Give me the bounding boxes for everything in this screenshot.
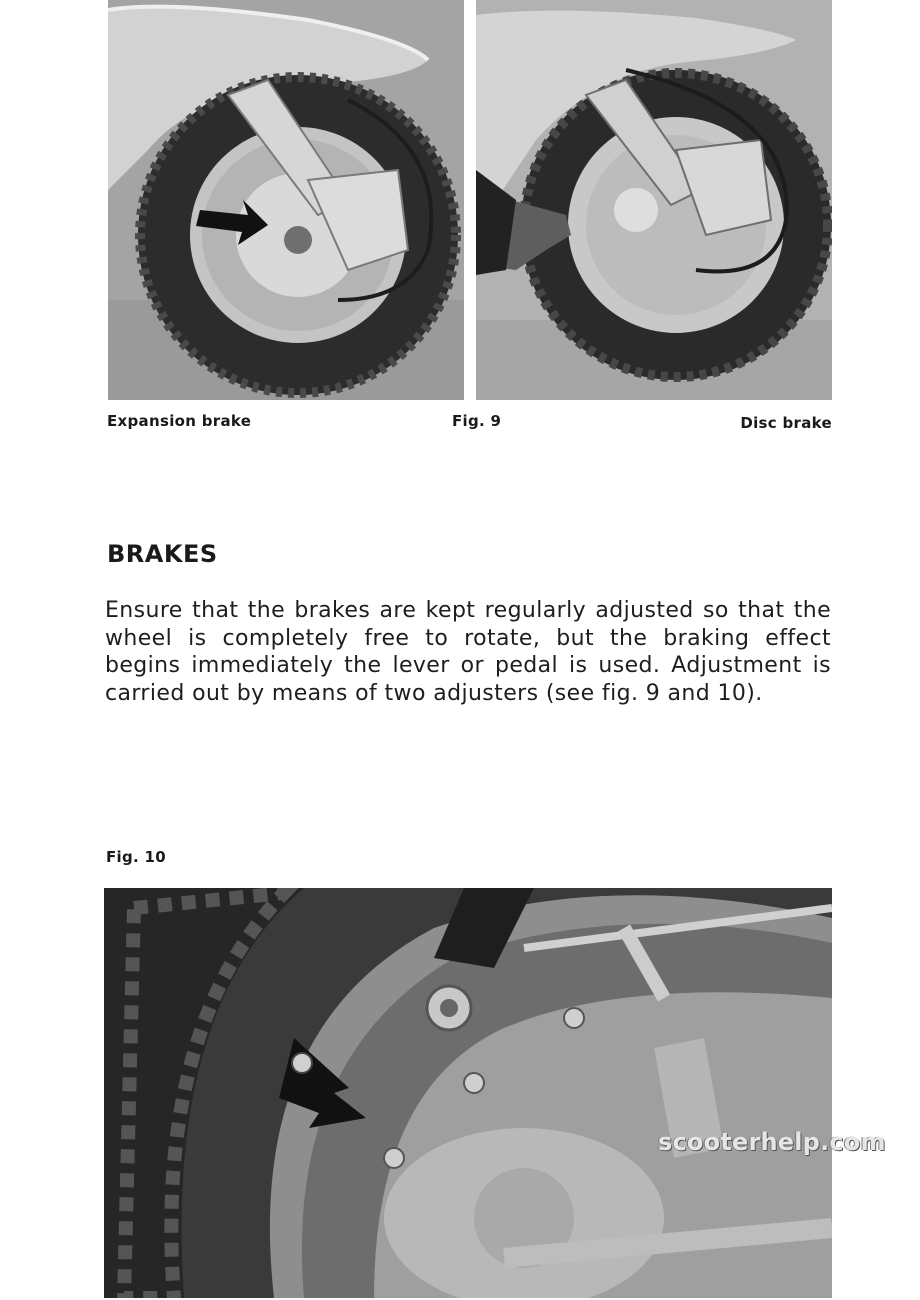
expansion-brake-photo [108,0,464,400]
figure-10-photo [104,888,832,1298]
section-paragraph: Ensure that the brakes are kept regularly adjusted so that the wheel is completely free to rotate, but the braking effect begins immediately the lever or pedal is used. Adjustment is carried out by means of two adjusters (see fig. 9 and 10). [105,598,831,706]
section-heading: BRAKES [107,540,218,568]
expansion-brake-illustration [108,0,464,400]
expansion-brake-caption: Expansion brake [107,412,252,430]
disc-brake-illustration [476,0,832,400]
rear-brake-illustration [104,888,832,1298]
watermark: scooterhelp.com [658,1128,886,1156]
figure-10-label: Fig. 10 [106,848,167,866]
disc-brake-caption: Disc brake [740,414,832,432]
disc-brake-photo [476,0,832,400]
figure-9-label: Fig. 9 [452,412,502,430]
